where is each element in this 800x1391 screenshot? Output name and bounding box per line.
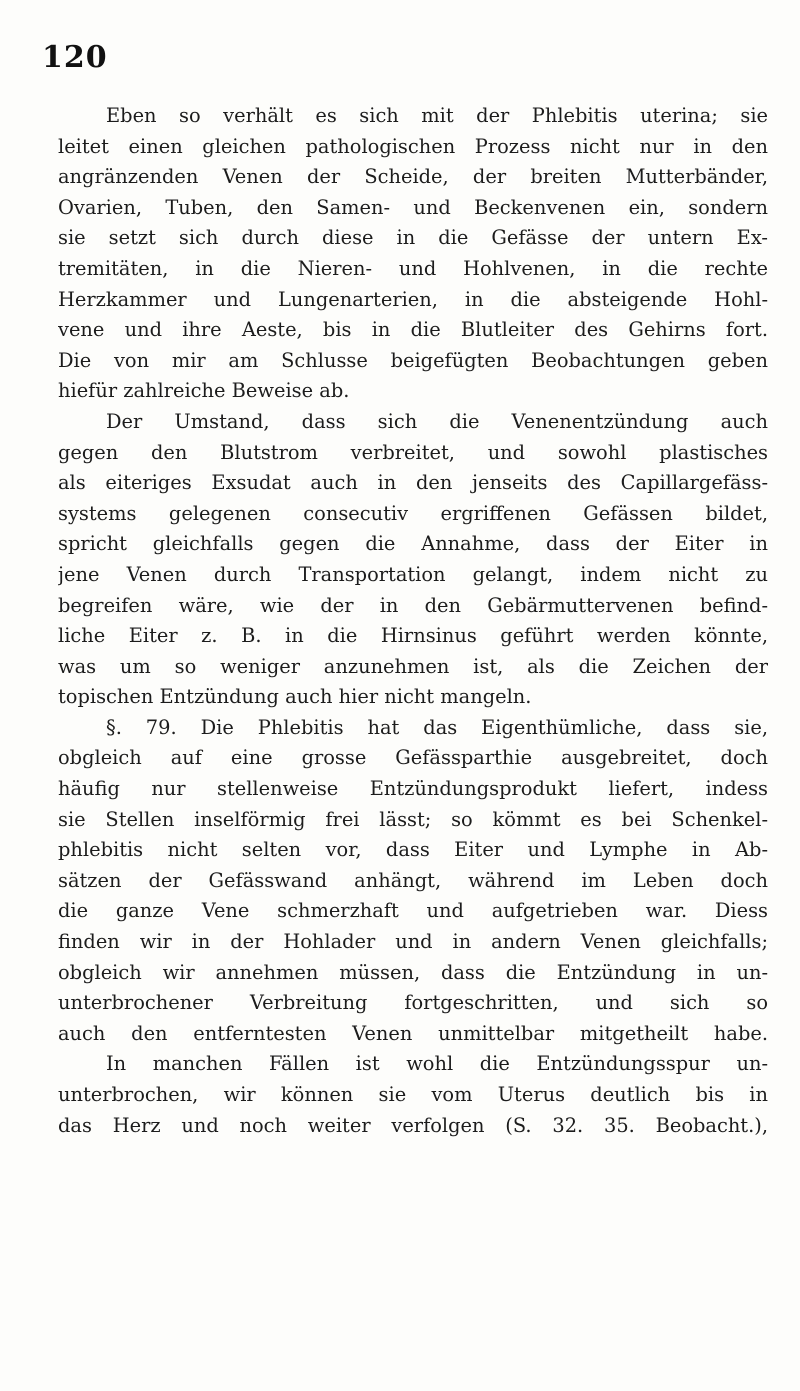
text-line: §. 79. Die Phlebitis hat das Eigenthümliche, dass sie, <box>106 715 768 739</box>
text-line: als eiteriges Exsudat auch in den jenseits des Capillargefäss- <box>58 471 768 495</box>
text-line: topischen Entzündung auch hier nicht mangeln. <box>58 685 532 709</box>
text-line: hiefür zahlreiche Beweise ab. <box>58 379 350 403</box>
text-line: jene Venen durch Transportation gelangt, indem nicht zu <box>58 562 768 586</box>
text-line: die ganze Vene schmerzhaft und aufgetrieben war. Diess <box>58 899 768 923</box>
text-line: systems gelegenen consecutiv ergriffenen Gefässen bildet, <box>58 501 768 525</box>
text-line: was um so weniger anzunehmen ist, als die Zeichen der <box>58 654 768 678</box>
text-line: obgleich wir annehmen müssen, dass die Entzündung in un- <box>58 960 768 984</box>
text-line: phlebitis nicht selten vor, dass Eiter und Lymphe in Ab- <box>58 838 768 862</box>
text-line: Der Umstand, dass sich die Venenentzündung auch <box>106 409 768 433</box>
text-line: In manchen Fällen ist wohl die Entzündungsspur un- <box>106 1052 768 1076</box>
text-line: Ovarien, Tuben, den Samen- und Beckenvenen ein, sondern <box>58 195 768 219</box>
text-line: unterbrochen, wir können sie vom Uterus deutlich bis in <box>58 1083 768 1106</box>
text-line: vene und ihre Aeste, bis in die Blutleiter des Gehirns fort. <box>58 318 768 342</box>
text-line: spricht gleichfalls gegen die Annahme, dass der Eiter in <box>58 532 768 556</box>
page-number: 120 <box>42 40 108 75</box>
text-line: begreifen wäre, wie der in den Gebärmuttervenen befind- <box>58 593 768 617</box>
text-line: Eben so verhält es sich mit der Phlebitis uterina; sie <box>106 104 768 127</box>
text-line: sätzen der Gefässwand anhängt, während im Leben doch <box>58 868 768 892</box>
text-line: das Herz und noch weiter verfolgen (S. 32. 35. Beobacht.), <box>58 1113 768 1137</box>
body-text <box>58 101 768 1141</box>
text-line: sie setzt sich durch diese in die Gefässe der untern Ex- <box>58 226 768 250</box>
text-line: tremitäten, in die Nieren- und Hohlvenen, in die rechte <box>58 256 768 280</box>
text-line: gegen den Blutstrom verbreitet, und sowohl plastisches <box>58 440 768 464</box>
text-line: finden wir in der Hohlader und in andern Venen gleichfalls; <box>58 930 768 954</box>
text-line: unterbrochener Verbreitung fortgeschritten, und sich so <box>58 991 768 1015</box>
text-line: angränzenden Venen der Scheide, der breiten Mutterbänder, <box>58 165 768 189</box>
text-line: häufig nur stellenweise Entzündungsprodukt liefert, indess <box>58 777 768 801</box>
text-line: sie Stellen inselförmig frei lässt; so kömmt es bei Schenkel- <box>58 807 768 831</box>
text-line: leitet einen gleichen pathologischen Prozess nicht nur in den <box>58 134 768 158</box>
text-line: Herzkammer und Lungenarterien, in die absteigende Hohl- <box>58 287 768 311</box>
text-line: Die von mir am Schlusse beigefügten Beobachtungen geben <box>58 348 768 372</box>
text-line: liche Eiter z. B. in die Hirnsinus geführt werden könnte, <box>58 624 768 648</box>
text-line: obgleich auf eine grosse Gefässparthie ausgebreitet, doch <box>58 746 768 770</box>
text-line: auch den entferntesten Venen unmittelbar mitgetheilt habe. <box>58 1021 768 1045</box>
